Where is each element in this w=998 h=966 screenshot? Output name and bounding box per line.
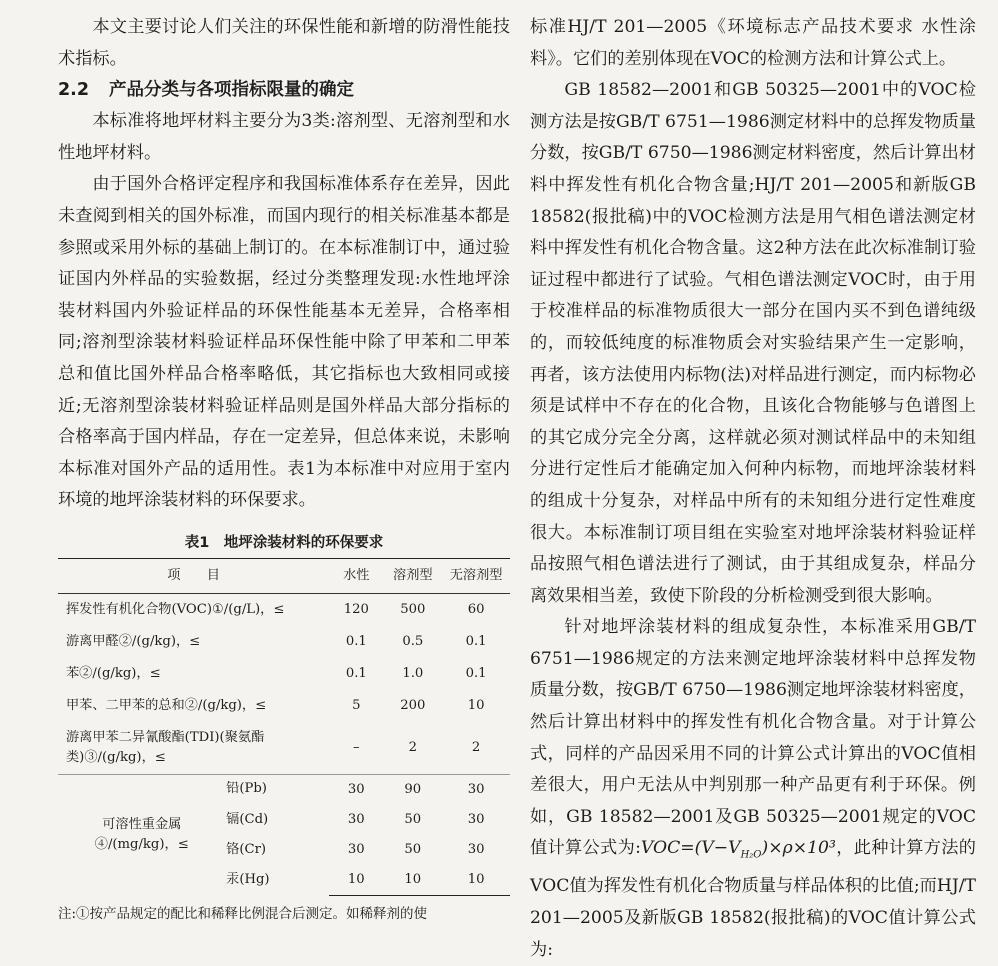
row-solventless: 30 — [442, 774, 510, 805]
row-solvent: 0.5 — [402, 633, 424, 649]
row-solvent: 10 — [383, 865, 442, 896]
row-solvent: 200 — [400, 697, 426, 713]
left-column — [58, 0, 510, 922]
metal-name: 汞(Hg) — [226, 871, 270, 887]
row-solvent: 500 — [400, 601, 426, 617]
row-water: 30 — [347, 811, 365, 827]
right-paragraph-1: 标准HJ/T 201—2005《环境标志产品技术要求 水性涂料》。它们的差别体现在VOC的检测方法和计算公式上。 — [530, 17, 976, 69]
left-paragraph-3: 由于国外合格评定程序和我国标准体系存在差异，因此未查阅到相关的国外标准，而国内现行的相关标准基本都是参照或采用外标的基础上制订的。在本标准制订中，通过验证国内外样品的实验数据，经过分类整理发现:水性地坪涂装材料国内外验证样品的环保性能基本无差异，合格率相同;溶剂型涂装材料验证样品环保性能中除了甲苯和二甲苯总和值比国外样品合格率略低，其它指标也大致相同或接近;无溶剂型涂装材料验证样品则是国外样品大部分指标的合格率高于国内样品，存在一定差异，但总体来说，未影响本标准对国外产品的适用性。表1为本标准中对应用于室内环境的地坪涂装材料的环保要求。 — [58, 174, 510, 511]
row-solvent: 50 — [404, 811, 422, 827]
metal-name: 铬(Cr) — [226, 841, 267, 857]
right-paragraph-3 — [530, 612, 976, 966]
row-solventless: 0.1 — [465, 665, 487, 681]
table-row — [58, 626, 510, 658]
table-caption: 表1 地坪涂装材料的环保要求 — [184, 534, 384, 551]
row-water: 0.1 — [345, 665, 367, 681]
table-note: 注:①按产品规定的配比和稀释比例混合后测定。如稀释剂的使 — [58, 905, 428, 922]
voc-formula — [640, 838, 836, 861]
row-water: 30 — [347, 841, 365, 857]
left-paragraph-1: 本文主要讨论人们关注的环保性能和新增的防滑性能技术指标。 — [58, 17, 510, 69]
row-solventless: 30 — [467, 841, 485, 857]
header-solventless: 无溶剂型 — [442, 558, 510, 593]
header-water: 水性 — [329, 558, 383, 593]
section-number: 2.2 — [58, 80, 90, 101]
row-solventless: 10 — [442, 865, 510, 896]
row-solventless: 0.1 — [465, 633, 487, 649]
right-paragraph-2: GB 18582—2001和GB 50325—2001中的VOC检测方法是按GB/T 6751—1986测定材料中的总挥发物质量分数，按GB/T 6750—1986测定材料密度，然后计算出材料中挥发性有机化合物含量;HJ/T 201—2005和新版GB 18582(报批稿)中的VOC检测方法是用气相色谱法测定材料中挥发性有机化合物含量。这2种方法在此次标准制订验证过程中都进行了试验。气相色谱法测定VOC时，由于用于校准样品的标准物质很大一部分在国内买不到色谱纯级的，而较低纯度的标准物质会对实验结果产生一定影响，再者，该方法使用内标物(法)对样品进行测定，而内标物必须是试样中不存在的化合物，且该化合物能够与色谱图上的其它成分完全分离，这样就必须对测试样品中的未知组分进行定性后才能确定加入何种内标物，而地坪涂装材料的组成十分复杂，对样品中所有的未知组分进行定性难度很大。本标准制订项目组在实验室对地坪涂装材料验证样品按照气相色谱法进行了测试，由于其组成复杂，样品分离效果相当差，致使下阶段的分析检测受到很大影响。 — [530, 80, 976, 606]
row-solvent: 2 — [408, 739, 417, 755]
table-row — [58, 658, 510, 690]
row-water: 5 — [352, 697, 361, 713]
row-item: 苯②/(g/kg)，≤ — [66, 665, 161, 681]
row-water: 120 — [343, 601, 369, 617]
row-item: 游离甲醛②/(g/kg)，≤ — [66, 633, 201, 649]
table-row — [58, 722, 510, 775]
row-solvent: 50 — [404, 841, 422, 857]
right-paragraph-3a: 针对地坪涂装材料的组成复杂性，本标准采用GB/T 6751—1986规定的方法来测定地坪涂装材料中总挥发物质量分数，按GB/T 6750—1986测定地坪涂装材料密度，然后计算出材料中的挥发性有机化合物含量。对于计算公式，同样的产品因采用不同的计算公式计算出的VOC值相差很大，用户无法从中判别那一种产品更有利于环保。例如，GB 18582—2001及GB 50325—2001规定的VOC值计算公式为: — [530, 617, 976, 859]
metal-name: 铅(Pb) — [226, 781, 267, 797]
formula-subscript: H₂O — [740, 849, 762, 861]
row-item: 游离甲苯二异氰酸酯(TDI)(聚氨酯类)③/(g/kg)，≤ — [66, 729, 265, 765]
row-water: 10 — [329, 865, 383, 896]
row-solvent: 90 — [383, 774, 442, 805]
header-item: 项 目 — [58, 558, 329, 593]
table-header-row — [58, 558, 510, 593]
table-row — [58, 593, 510, 626]
row-solventless: 2 — [471, 739, 481, 755]
right-paragraph-3b: ，此种计算方法的VOC值为挥发性有机化合物质量与样品体积的比值;而HJ/T 201—2005及新版GB 18582(报批稿)的VOC值计算公式为: — [530, 838, 976, 960]
left-paragraph-2: 本标准将地坪材料主要分为3类:溶剂型、无溶剂型和水性地坪材料。 — [58, 111, 510, 163]
row-item: 挥发性有机化合物(VOC)①/(g/L)，≤ — [66, 601, 285, 617]
formula-rest: )×ρ×10³ — [761, 838, 836, 859]
metal-name: 镉(Cd) — [226, 811, 269, 827]
row-water: 30 — [329, 774, 383, 805]
row-water: – — [353, 739, 360, 755]
section-heading — [58, 75, 510, 106]
row-solventless: 30 — [467, 811, 485, 827]
header-solvent: 溶剂型 — [383, 558, 442, 593]
metal-name-list — [226, 774, 316, 895]
formula-main: VOC=(V−V — [640, 838, 741, 859]
row-item: 甲苯、二甲苯的总和②/(g/kg)，≤ — [66, 697, 267, 713]
metal-group-label: 可溶性重金属④/(mg/kg)，≤ — [94, 817, 189, 853]
row-solventless: 10 — [467, 697, 485, 713]
row-water: 0.1 — [345, 633, 367, 649]
row-solventless: 60 — [467, 601, 485, 617]
row-solvent: 1.0 — [402, 665, 424, 681]
section-title: 产品分类与各项指标限量的确定 — [109, 80, 355, 101]
table-row — [58, 690, 510, 722]
right-column — [530, 0, 976, 960]
